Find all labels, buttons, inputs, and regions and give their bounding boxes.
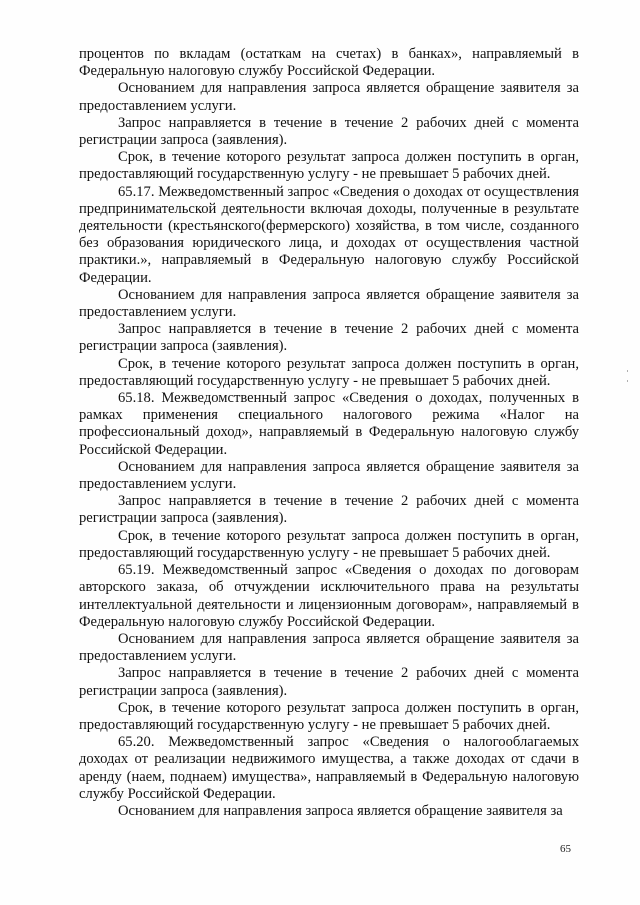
paragraph-65-20: 65.20. Межведомственный запрос «Сведения о налогооблагаемых доходах от реализации недвижимого имущества, а также доходах от сдачи в аренду (наем, поднаем) имущества», направляемый в Федеральную налоговую службу Российской Федерации. <box>79 734 579 802</box>
document-body <box>79 46 579 820</box>
paragraph-response-term: Срок, в течение которого результат запроса должен поступить в орган, предоставляющий государственную услугу - не превышает 5 рабочих дней. <box>79 527 579 561</box>
paragraph-basis: Основанием для направления запроса является обращение заявителя за предоставлением услуги. <box>79 286 579 321</box>
paragraph-response-term: Срок, в течение которого результат запроса должен поступить в орган, предоставляющий государственную услугу - не превышает 5 рабочих дней. <box>79 149 579 183</box>
paragraph-65-18: 65.18. Межведомственный запрос «Сведения о доходах, полученных в рамках применения специального налогового режима «Налог на профессиональный доход», направляемый в Федеральную налоговую службу Российской Федерации. <box>79 390 579 458</box>
paragraph-request-term: Запрос направляется в течение в течение 2 рабочих дней с момента регистрации запроса (заявления). <box>79 321 579 355</box>
paragraph-request-term: Запрос направляется в течение в течение 2 рабочих дней с момента регистрации запроса (заявления). <box>79 665 579 699</box>
paragraph-request-term: Запрос направляется в течение в течение 2 рабочих дней с момента регистрации запроса (заявления). <box>79 493 579 527</box>
scan-edge-mark <box>627 380 628 382</box>
paragraph-basis: Основанием для направления запроса является обращение заявителя за предоставлением услуги. <box>79 458 579 493</box>
scan-edge-mark <box>627 370 628 372</box>
page-number: 65 <box>560 843 571 855</box>
paragraph-basis: Основанием для направления запроса является обращение заявителя за предоставлением услуги. <box>79 80 579 114</box>
paragraph-65-19: 65.19. Межведомственный запрос «Сведения о доходах по договорам авторского заказа, об отчуждении исключительного права на результаты интеллектуальной деятельности и лицензионным договорам», направляемый в Федеральную налоговую службу Российской Федерации. <box>79 562 579 630</box>
paragraph-continuation: процентов по вкладам (остаткам на счетах) в банках», направляемый в Федеральную налоговую службу Российской Федерации. <box>79 46 579 80</box>
paragraph-response-term: Срок, в течение которого результат запроса должен поступить в орган, предоставляющий государственную услугу - не превышает 5 рабочих дней. <box>79 355 579 389</box>
paragraph-65-17: 65.17. Межведомственный запрос «Сведения о доходах от осуществления предпринимательской деятельности включая доходы, полученные в результате деятельности (крестьянского(фермерского) хозяйства, в том числе, созданного без образования юридического лица, и доходах от осуществления частной практики.», направляемый в Федеральную налоговую службу Российской Федерации. <box>79 183 579 286</box>
paragraph-request-term: Запрос направляется в течение в течение 2 рабочих дней с момента регистрации запроса (заявления). <box>79 114 579 149</box>
paragraph-basis-truncated: Основанием для направления запроса является обращение заявителя за <box>118 802 563 819</box>
paragraph-basis: Основанием для направления запроса является обращение заявителя за предоставлением услуги. <box>79 630 579 665</box>
paragraph-response-term: Срок, в течение которого результат запроса должен поступить в орган, предоставляющий государственную услугу - не превышает 5 рабочих дней. <box>79 699 579 733</box>
